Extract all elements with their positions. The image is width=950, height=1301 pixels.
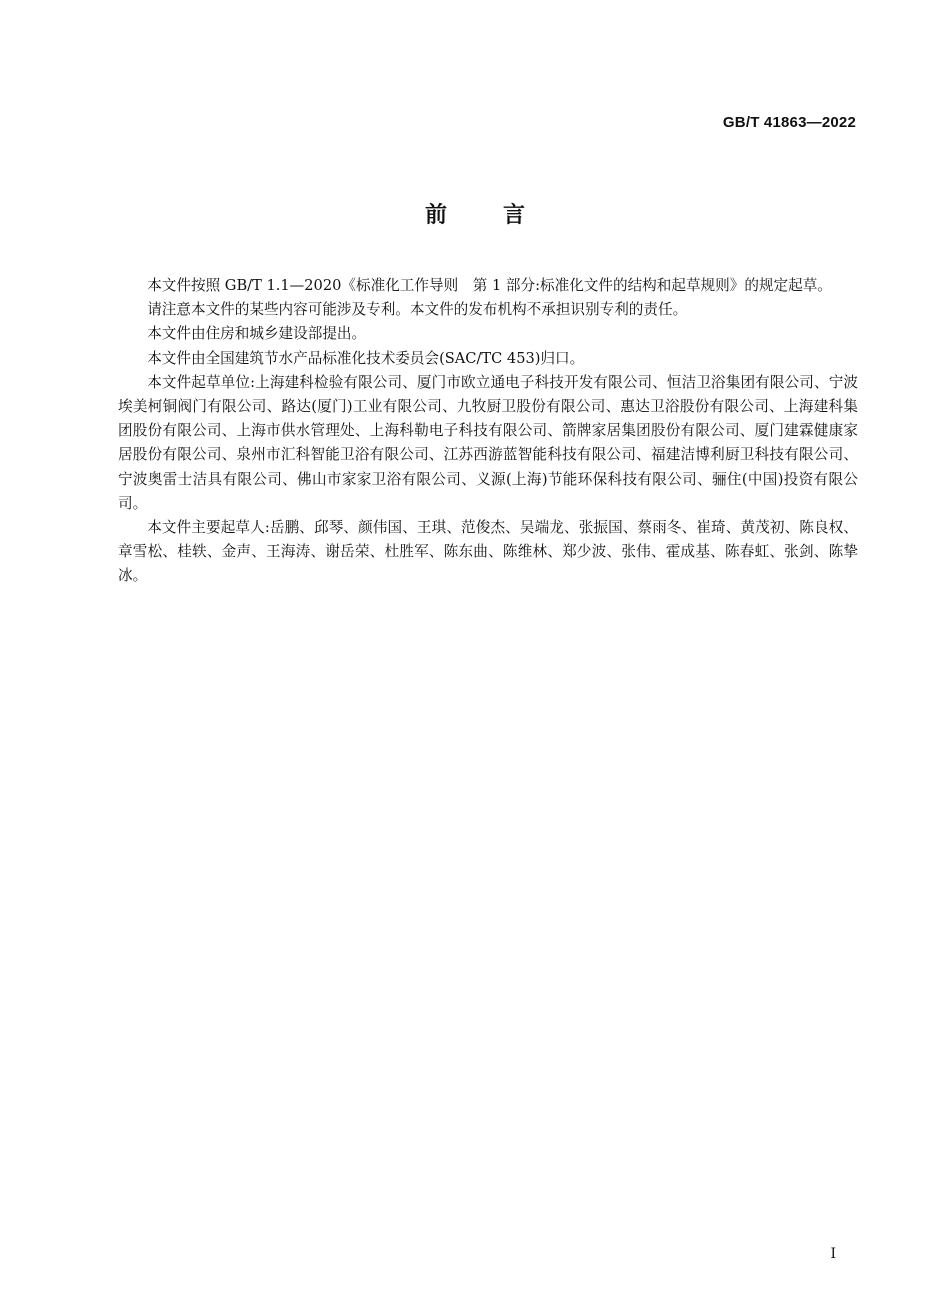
page-number: I: [830, 1246, 836, 1262]
paragraph-technical-committee: 本文件由全国建筑节水产品标准化技术委员会(SAC/TC 453)归口。: [147, 349, 585, 367]
standard-code: GB/T 41863—2022: [722, 114, 856, 131]
paragraph-patent-notice: 请注意本文件的某些内容可能涉及专利。本文件的发布机构不承担识别专利的责任。: [147, 301, 688, 319]
paragraph-drafters: 本文件主要起草人:岳鹏、邱琴、颜伟国、王琪、范俊杰、吴端龙、张振国、蔡雨冬、崔琦、黄茂初、陈良权、章雪松、桂轶、金声、王海涛、谢岳荣、杜胜军、陈东曲、陈维林、郑少波、张伟、霍成基、陈春虹、张剑、陈挚冰。: [118, 519, 858, 585]
page-title: 前言: [424, 203, 581, 228]
paragraph-proposer: 本文件由住房和城乡建设部提出。: [147, 325, 367, 343]
paragraph-drafting-units: 本文件起草单位:上海建科检验有限公司、厦门市欧立通电子科技开发有限公司、恒洁卫浴集团有限公司、宁波埃美柯铜阀门有限公司、路达(厦门)工业有限公司、九牧厨卫股份有限公司、惠达卫浴股份有限公司、上海建科集团股份有限公司、上海市供水管理处、上海科勒电子科技有限公司、箭牌家居集团股份有限公司、厦门建霖健康家居股份有限公司、泉州市汇科智能卫浴有限公司、江苏西游蓝智能科技有限公司、福建洁博利厨卫科技有限公司、宁波奥雷士洁具有限公司、佛山市家家卫浴有限公司、义源(上海)节能环保科技有限公司、骊住(中国)投资有限公司。: [118, 373, 858, 512]
foreword-body: [118, 274, 858, 589]
paragraph-drafting-rules: 本文件按照 GB/T 1.1—2020《标准化工作导则 第 1 部分:标准化文件的结构和起草规则》的规定起草。: [147, 277, 832, 294]
